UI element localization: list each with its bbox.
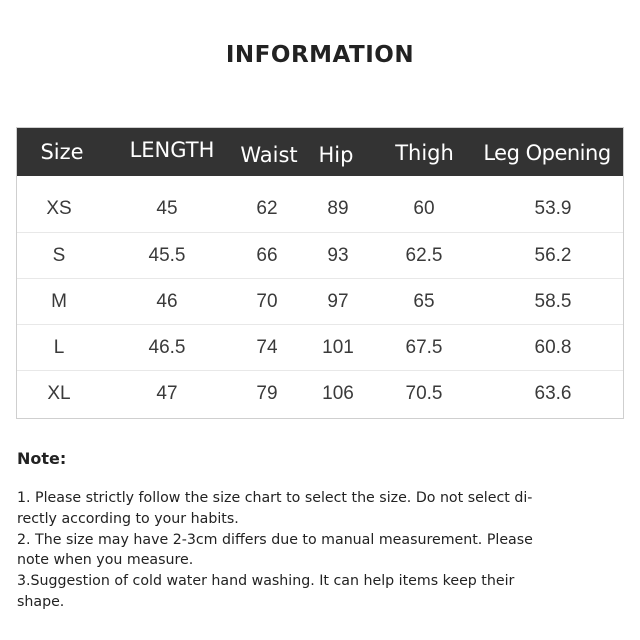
cell-hip: 89 [327,198,349,219]
cell-waist: 74 [256,337,278,358]
cell-waist: 66 [256,245,278,266]
cell-size: L [53,337,65,358]
cell-thigh: 60 [413,198,435,219]
cell-length: 47 [156,383,178,404]
note-heading: Note: [17,449,67,468]
cell-leg-opening: 56.2 [534,245,572,266]
table-row [17,232,623,278]
cell-leg-opening: 60.8 [534,337,572,358]
cell-leg-opening: 53.9 [534,198,572,219]
table-row [17,324,623,370]
table-row [17,278,623,324]
cell-size: S [52,245,66,266]
note-line: 1. Please strictly follow the size chart to select the size. Do not select di- [17,490,533,506]
cell-hip: 106 [322,383,354,404]
note-line: 3.Suggestion of cold water hand washing. It can help items keep their [17,573,515,590]
note-line: note when you measure. [17,552,194,569]
page-title: INFORMATION [225,42,415,68]
size-chart-table [16,127,624,419]
header-length: LENGTH [129,138,215,162]
note-text [17,488,617,613]
cell-waist: 70 [256,291,278,312]
cell-hip: 97 [327,291,349,312]
header-leg-opening: Leg Opening [483,141,611,165]
header-waist: Waist [240,143,298,167]
cell-leg-opening: 58.5 [534,291,572,312]
cell-size: XL [47,383,71,404]
cell-thigh: 70.5 [405,383,443,404]
cell-waist: 79 [256,383,278,404]
cell-leg-opening: 63.6 [534,383,572,404]
cell-thigh: 62.5 [405,245,443,266]
cell-size: XS [46,198,72,219]
cell-size: M [51,291,67,312]
cell-hip: 101 [322,337,354,358]
cell-length: 45 [156,198,178,219]
cell-length: 46 [156,291,178,312]
table-row [17,370,623,416]
header-hip: Hip [318,143,354,167]
header-thigh: Thigh [395,141,454,165]
cell-thigh: 65 [413,291,435,312]
cell-length: 45.5 [148,245,186,266]
table-body [17,176,623,416]
table-header-row [17,128,623,176]
header-size: Size [40,140,84,164]
cell-length: 46.5 [148,337,186,358]
cell-thigh: 67.5 [405,337,443,358]
cell-hip: 93 [327,245,349,266]
note-line: 2. The size may have 2-3cm differs due to manual measurement. Please [17,531,533,548]
note-line: shape. [17,593,65,610]
note-line: rectly according to your habits. [17,510,239,527]
table-row [17,186,623,232]
cell-waist: 62 [256,198,278,219]
